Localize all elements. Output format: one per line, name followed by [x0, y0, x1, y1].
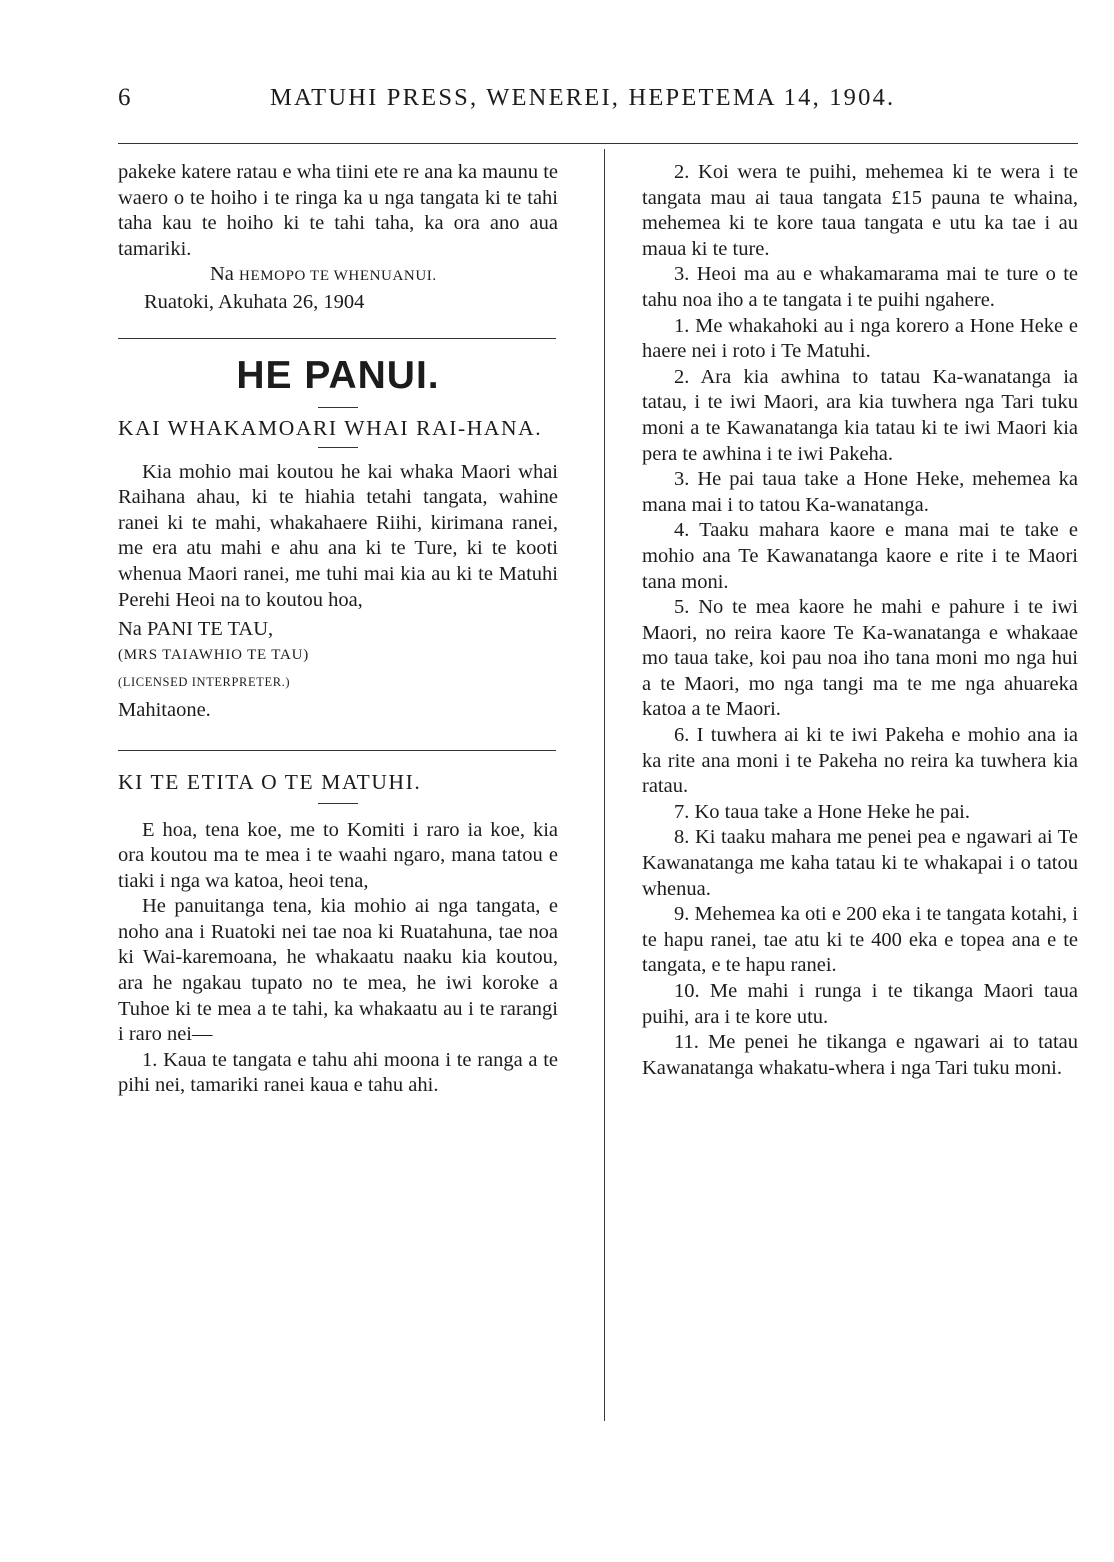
numbered-paragraph: 2. Ara kia awhina to tatau Ka-wanatanga ia tatau, i te iwi Maori, ara kia tuwhera nga Tari tuku moni a te Kawanatanga kia tatau ki te iwi Maori kia pera te awhina i te iwi Pakeha. — [642, 365, 1078, 465]
signature-prefix: Na — [210, 263, 240, 286]
heading-rule — [318, 803, 358, 804]
notice-title: HE PANUI. — [236, 353, 440, 397]
signature-name: HEMOPO TE WHENUANUI. — [239, 268, 437, 285]
numbered-paragraph: 2. Koi wera te puihi, mehemea ki te wera i te tangata mau ai taua tangata £15 pauna te whaina, mehemea ki te kore taua tangata e utu ka tae i au maua ki te ture. — [642, 161, 1078, 260]
letter-end-paragraph: pakeke katere ratau e wha tiini ete re ana ka maunu te waero o te hoiho i te ringa ka u nga tangata ki te tahi taha kau te hoiho ki te tahi taha, ka ora ano aua tamariki. — [118, 161, 558, 260]
subtitle-rule — [318, 447, 358, 448]
numbered-paragraph: 3. He pai taua take a Hone Heke, mehemea ka mana mai i to tatou Ka-wanatanga. — [642, 468, 1078, 516]
letter-paragraph: E hoa, tena koe, me to Komiti i raro ia koe, kia ora koutou ma te mea i te waahi ngaro, mana tatou e tiaki i nga wa katoa, heoi tena, — [118, 818, 558, 892]
notice-signature-name: Na PANI TE TAU, — [118, 618, 274, 641]
numbered-paragraph: 9. Mehemea ka oti e 200 eka i te tangata kotahi, i te hapu ranei, tae atu ki te 400 eka e topea ana e te tangata, e te hapu ranei. — [642, 903, 1078, 977]
letter-heading: KI TE ETITA O TE MATUHI. — [118, 769, 422, 794]
numbered-paragraph: 4. Taaku mahara kaore e mana mai te take e mohio ana Te Kawanatanga kaore e rite i te Maori tana moni. — [642, 519, 1078, 593]
notice-signature-place: Mahitaone. — [118, 698, 211, 721]
numbered-paragraph: 3. Heoi ma au e whakamarama mai te ture o te tahu noa iho a te tangata i te puihi ngahere. — [642, 263, 1078, 311]
letter-paragraph: 1. Kaua te tangata e tahu ahi moona i te ranga a te pihi nei, tamariki ranei kaua e tahu ahi. — [118, 1048, 558, 1097]
numbered-paragraph: 5. No te mea kaore he mahi e pahure i te iwi Maori, no reira kaore Te Ka-wanatanga e whakaae mo taua take, koi pau noa iho tana moni mo nga hui a te Maori, mo nga tangi ma te me nga ahuareka katoa a te Maori. — [642, 596, 1078, 721]
numbered-paragraph: 7. Ko taua take a Hone Heke he pai. — [674, 800, 970, 823]
header-rule — [118, 143, 1078, 144]
section-rule — [118, 338, 556, 339]
running-title: MATUHI PRESS, WENEREI, HEPETEMA 14, 1904. — [270, 84, 896, 111]
right-column — [642, 160, 1078, 1081]
numbered-paragraph: 11. Me penei he tikanga e ngawari ai to tatau Kawanatanga whakatu-whera i nga Tari tuku moni. — [642, 1031, 1078, 1079]
notice-signature-alias: (MRS TAIAWHIO TE TAU) — [118, 646, 310, 663]
letter-paragraph: He panuitanga tena, kia mohio ai nga tangata, e noho ana i Ruatoki nei tae noa ki Ruatahuna, tae noa ki Wai-karemoana, he whakaatu naaku kia koutou, ara he ngakau tupato no te mea, he iwi koroke a Tuhoe ki te mea a te tahi, ka whakaatu au i te rarangi i raro nei— — [118, 895, 558, 1046]
masthead — [118, 84, 1078, 124]
page-number: 6 — [118, 84, 131, 111]
notice-subtitle: KAI WHAKAMOARI WHAI RAI-HANA. — [118, 415, 543, 440]
numbered-paragraph: 1. Me whakahoki au i nga korero a Hone Heke e haere nei i roto i Te Matuhi. — [642, 314, 1078, 363]
numbered-paragraph: 10. Me mahi i runga i te tikanga Maori taua puihi, ara i te kore utu. — [642, 980, 1078, 1028]
title-rule — [318, 407, 358, 408]
notice-signature-role: (LICENSED INTERPRETER.) — [118, 675, 291, 690]
left-column — [118, 160, 558, 1099]
letter-place-date: Ruatoki, Akuhata 26, 1904 — [144, 290, 365, 313]
section-rule — [118, 750, 556, 751]
numbered-paragraph: 6. I tuwhera ai ki te iwi Pakeha e mohio ana ia ka rite ana moni i te Pakeha no reira ka tuwhera kia ratau. — [642, 724, 1078, 798]
numbered-paragraph: 8. Ki taaku mahara me penei pea e ngawari ai Te Kawanatanga me kaha tatau ki te whakapai i o tatou whenua. — [642, 826, 1078, 900]
notice-body: Kia mohio mai koutou he kai whaka Maori whai Raihana ahau, ki te hiahia tetahi tangata, wahine ranei ki te mahi, whakahaere Riihi, kirimana ranei, me era atu mahi e ahu ana ki te Ture, ki te kooti whenua Maori ranei, me tuhi mai kia au ki te Matuhi Perehi Heoi na to koutou hoa, — [118, 460, 558, 611]
letter-signature — [118, 262, 558, 290]
column-divider — [604, 149, 605, 1421]
